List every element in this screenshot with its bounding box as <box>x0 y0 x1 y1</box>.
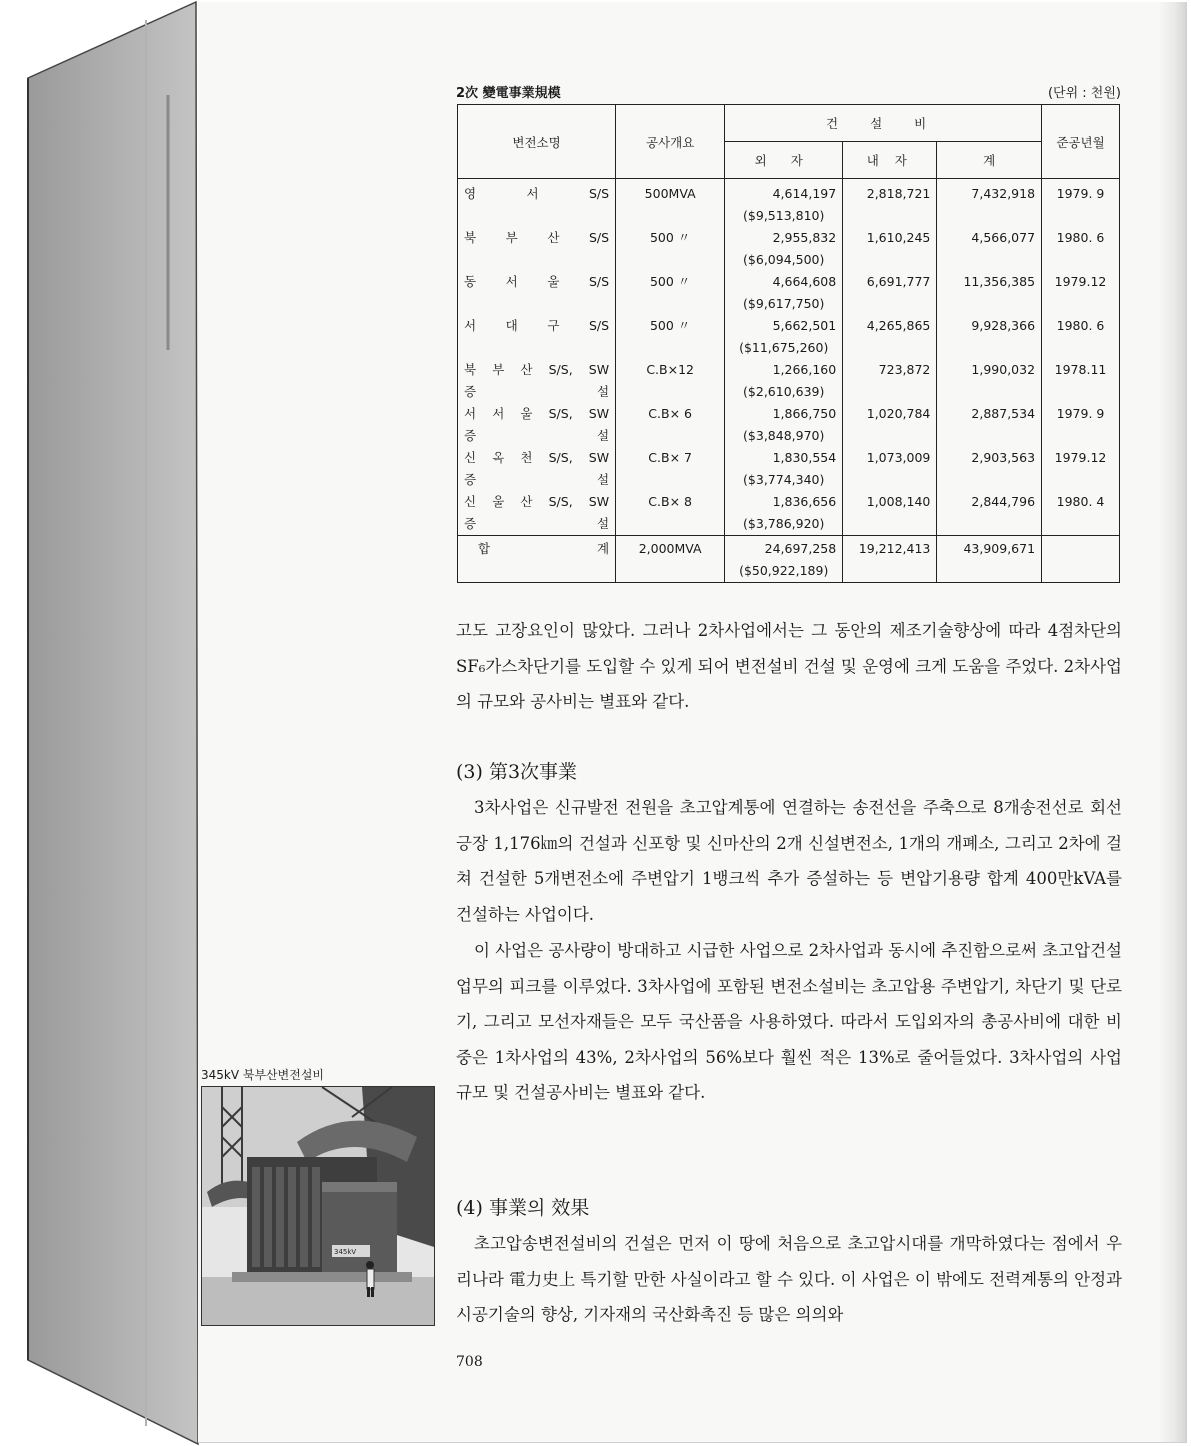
table-row <box>458 227 1120 271</box>
name-token: S/S <box>589 186 610 201</box>
foreign-capital-usd: ($2,610,639) <box>743 384 825 399</box>
name-token: S/S <box>588 274 610 289</box>
name-token: 설 <box>597 384 610 399</box>
section-3-paragraph-2: 이 사업은 공사량이 방대하고 시급한 사업으로 2차사업과 동시에 추진함으로써 초고압건설업무의 피크를 이루었다. 3차사업에 포함된 변전소설비는 초고압용 주변압기, 차단기 및 단로기, 그리고 모선자재들은 모두 국산품을 사용하였다. 따라서 도입외자의 총공사비에 대한 비중은 1차사업의 43%, 2차사업의 56%보다 훨씬 적은 13%로 줄어들었다. 3차사업의 사업규모 및 건설공사비는 별표와 같다. <box>456 941 1122 1102</box>
name-line <box>464 183 609 205</box>
name-token: SW <box>588 406 610 421</box>
foreign-capital-cell <box>725 491 843 536</box>
total-cost-cell: 4,566,077 <box>937 227 1042 271</box>
foreign-capital-won: 1,866,750 <box>772 406 837 421</box>
foreign-capital-usd: ($3,786,920) <box>743 516 825 531</box>
work-summary-cell: 2,000MVA <box>616 536 725 583</box>
name-line <box>464 513 609 535</box>
foreign-capital-cell <box>725 271 843 315</box>
foreign-capital-won: 5,662,501 <box>772 318 837 333</box>
foreign-capital-won: 24,697,258 <box>764 541 837 556</box>
domestic-capital-cell: 1,073,009 <box>843 447 937 491</box>
name-token: 산 <box>547 230 560 245</box>
domestic-capital-cell: 2,818,721 <box>843 179 937 228</box>
header-foreign-capital: 외 자 <box>725 142 843 179</box>
name-token: 합 <box>478 541 491 556</box>
work-summary-cell: C.B×12 <box>616 359 725 403</box>
table-total-row <box>458 536 1120 583</box>
completion-date-cell: 1980. 6 <box>1042 315 1120 359</box>
domestic-capital-cell: 19,212,413 <box>843 536 937 583</box>
table-unit: (단위 : 천원) <box>1047 86 1121 101</box>
foreign-capital-won: 1,266,160 <box>772 362 837 377</box>
name-token: 신 <box>464 450 477 465</box>
foreign-capital-cell <box>725 179 843 228</box>
section-4-heading: (4) 事業의 效果 <box>456 1197 590 1219</box>
name-token: 구 <box>547 318 560 333</box>
work-summary-cell: 500MVA <box>616 179 725 228</box>
page-number: 708 <box>456 1354 483 1370</box>
substation-name-cell <box>458 447 616 491</box>
name-token: S/S <box>588 318 610 333</box>
section-4-paragraph-1: 초고압송변전설비의 건설은 먼저 이 땅에 처음으로 초고압시대를 개막하였다는 점에서 우리나라 電力史上 특기할 만한 사실이라고 할 수 있다. 이 사업은 이 밖에도 전력계통의 안정과 시공기술의 향상, 기자재의 국산화촉진 등 많은 의의와 <box>456 1234 1122 1324</box>
intro-paragraph: 고도 고장요인이 많았다. 그러나 2차사업에서는 그 동안의 제조기술향상에 따라 4점차단의 SF₆가스차단기를 도입할 수 있게 되어 변전설비 건설 및 운영에 크게 도움을 주었다. 2차사업의 규모와 공사비는 별표와 같다. <box>456 621 1122 711</box>
name-line <box>478 538 609 560</box>
foreign-capital-won: 2,955,832 <box>772 230 837 245</box>
name-token: SW <box>588 494 610 509</box>
name-token: 부 <box>492 362 505 377</box>
name-token: 영 <box>464 186 477 201</box>
table-caption-row <box>456 82 1121 102</box>
name-token: SW <box>588 450 610 465</box>
name-token: 동 <box>464 274 477 289</box>
name-token: 증 <box>464 428 477 443</box>
completion-date-cell: 1980. 4 <box>1042 491 1120 536</box>
work-summary-cell: 500 〃 <box>616 227 725 271</box>
foreign-capital-usd: ($3,774,340) <box>743 472 825 487</box>
name-line <box>464 491 609 513</box>
foreign-capital-usd: ($3,848,970) <box>743 428 825 443</box>
name-token: 산 <box>520 362 533 377</box>
table-row <box>458 491 1120 536</box>
substation-name-cell <box>458 315 616 359</box>
name-token: 서 <box>526 186 539 201</box>
foreign-capital-won: 4,664,608 <box>772 274 837 289</box>
name-line <box>464 447 609 469</box>
total-cost-cell: 7,432,918 <box>937 179 1042 228</box>
header-total: 계 <box>937 142 1042 179</box>
name-token: 계 <box>597 541 610 556</box>
completion-date-cell: 1978.11 <box>1042 359 1120 403</box>
name-token: 울 <box>492 494 505 509</box>
foreign-capital-won: 4,614,197 <box>772 186 837 201</box>
name-token: 설 <box>597 472 610 487</box>
substation-name-cell <box>458 491 616 536</box>
header-domestic-capital: 내 자 <box>843 142 937 179</box>
domestic-capital-cell: 4,265,865 <box>843 315 937 359</box>
name-line <box>464 359 609 381</box>
substation-photo <box>201 1086 435 1326</box>
table-title: 2次 變電事業規模 <box>456 86 561 101</box>
total-cost-cell: 43,909,671 <box>937 536 1042 583</box>
foreign-capital-usd: ($6,094,500) <box>743 252 825 267</box>
table-row <box>458 359 1120 403</box>
name-token: 증 <box>464 472 477 487</box>
name-token: 서 <box>464 406 477 421</box>
name-token: S/S, <box>548 450 573 465</box>
domestic-capital-cell: 1,610,245 <box>843 227 937 271</box>
substation-name-cell <box>458 271 616 315</box>
table-row <box>458 271 1120 315</box>
table-row <box>458 447 1120 491</box>
name-line <box>464 227 609 249</box>
name-line <box>464 381 609 403</box>
name-token: S/S <box>588 230 610 245</box>
name-token: 대 <box>505 318 518 333</box>
substation-scale-table <box>457 104 1120 583</box>
completion-date-cell: 1980. 6 <box>1042 227 1120 271</box>
domestic-capital-cell: 1,008,140 <box>843 491 937 536</box>
domestic-capital-cell: 1,020,784 <box>843 403 937 447</box>
name-token: 울 <box>520 406 533 421</box>
completion-date-cell: 1979. 9 <box>1042 403 1120 447</box>
name-token: 증 <box>464 384 477 399</box>
header-completion-date: 준공년월 <box>1042 105 1120 179</box>
total-cost-cell: 11,356,385 <box>937 271 1042 315</box>
table-row <box>458 315 1120 359</box>
foreign-capital-usd: ($9,617,750) <box>743 296 825 311</box>
domestic-capital-cell: 723,872 <box>843 359 937 403</box>
work-summary-cell: 500 〃 <box>616 271 725 315</box>
name-token: S/S, <box>548 406 573 421</box>
table-row <box>458 403 1120 447</box>
completion-date-cell: 1979.12 <box>1042 271 1120 315</box>
name-token: 설 <box>597 428 610 443</box>
foreign-capital-usd: ($50,922,189) <box>739 563 829 578</box>
name-line <box>464 425 609 447</box>
table-body <box>458 179 1120 583</box>
foreign-capital-won: 1,836,656 <box>772 494 837 509</box>
header-construction-cost: 건 설 비 <box>725 105 1042 142</box>
substation-name-cell <box>458 359 616 403</box>
name-token: S/S, <box>548 494 573 509</box>
name-token: 북 <box>464 362 477 377</box>
name-token: 산 <box>520 494 533 509</box>
domestic-capital-cell: 6,691,777 <box>843 271 937 315</box>
page-gutter-shadow <box>1158 2 1186 1442</box>
header-work-summary: 공사개요 <box>616 105 725 179</box>
completion-date-cell: 1979. 9 <box>1042 179 1120 228</box>
foreign-capital-usd: ($9,513,810) <box>743 208 825 223</box>
name-token: 천 <box>520 450 533 465</box>
foreign-capital-cell <box>725 536 843 583</box>
transformer-illustration <box>202 1087 434 1325</box>
name-token: 서 <box>505 274 518 289</box>
completion-date-cell: 1979.12 <box>1042 447 1120 491</box>
work-summary-cell: C.B× 8 <box>616 491 725 536</box>
substation-name-cell <box>458 536 616 583</box>
completion-date-cell <box>1042 536 1120 583</box>
name-token: 울 <box>547 274 560 289</box>
foreign-capital-cell <box>725 227 843 271</box>
work-summary-cell: C.B× 6 <box>616 403 725 447</box>
name-token: 옥 <box>492 450 505 465</box>
work-summary-cell: C.B× 7 <box>616 447 725 491</box>
name-token: SW <box>588 362 610 377</box>
book-page-edges <box>0 0 200 1446</box>
foreign-capital-cell <box>725 315 843 359</box>
total-cost-cell: 2,844,796 <box>937 491 1042 536</box>
name-token: 설 <box>597 516 610 531</box>
substation-name-cell <box>458 179 616 228</box>
foreign-capital-cell <box>725 403 843 447</box>
foreign-capital-cell <box>725 359 843 403</box>
name-token: 증 <box>464 516 477 531</box>
name-line <box>464 271 609 293</box>
name-line <box>464 315 609 337</box>
name-line <box>464 403 609 425</box>
table-row <box>458 179 1120 228</box>
name-token: S/S, <box>548 362 573 377</box>
name-token: 부 <box>505 230 518 245</box>
photo-caption: 345kV 북부산변전설비 <box>201 1068 325 1082</box>
foreign-capital-won: 1,830,554 <box>772 450 837 465</box>
name-token: 신 <box>464 494 477 509</box>
total-cost-cell: 1,990,032 <box>937 359 1042 403</box>
name-token: 북 <box>464 230 477 245</box>
header-substation-name: 변전소명 <box>458 105 616 179</box>
transformer-plate-text: 345kV <box>334 1248 357 1256</box>
foreign-capital-cell <box>725 447 843 491</box>
name-line <box>464 469 609 491</box>
name-token: 서 <box>464 318 477 333</box>
section-3-paragraph-1: 3차사업은 신규발전 전원을 초고압계통에 연결하는 송전선을 주축으로 8개송전선로 회선긍장 1,176㎞의 건설과 신포항 및 신마산의 2개 신설변전소, 1개의 개폐소, 그리고 2차에 걸쳐 건설한 5개변전소에 주변압기 1뱅크씩 추가 증설하는 등 변압기용량 합계 400만kVA를 건설하는 사업이다. <box>456 798 1122 924</box>
foreign-capital-usd: ($11,675,260) <box>739 340 829 355</box>
total-cost-cell: 2,887,534 <box>937 403 1042 447</box>
total-cost-cell: 9,928,366 <box>937 315 1042 359</box>
total-cost-cell: 2,903,563 <box>937 447 1042 491</box>
work-summary-cell: 500 〃 <box>616 315 725 359</box>
section-3-heading: (3) 第3次事業 <box>456 761 578 783</box>
substation-name-cell <box>458 403 616 447</box>
substation-name-cell <box>458 227 616 271</box>
name-token: 서 <box>492 406 505 421</box>
